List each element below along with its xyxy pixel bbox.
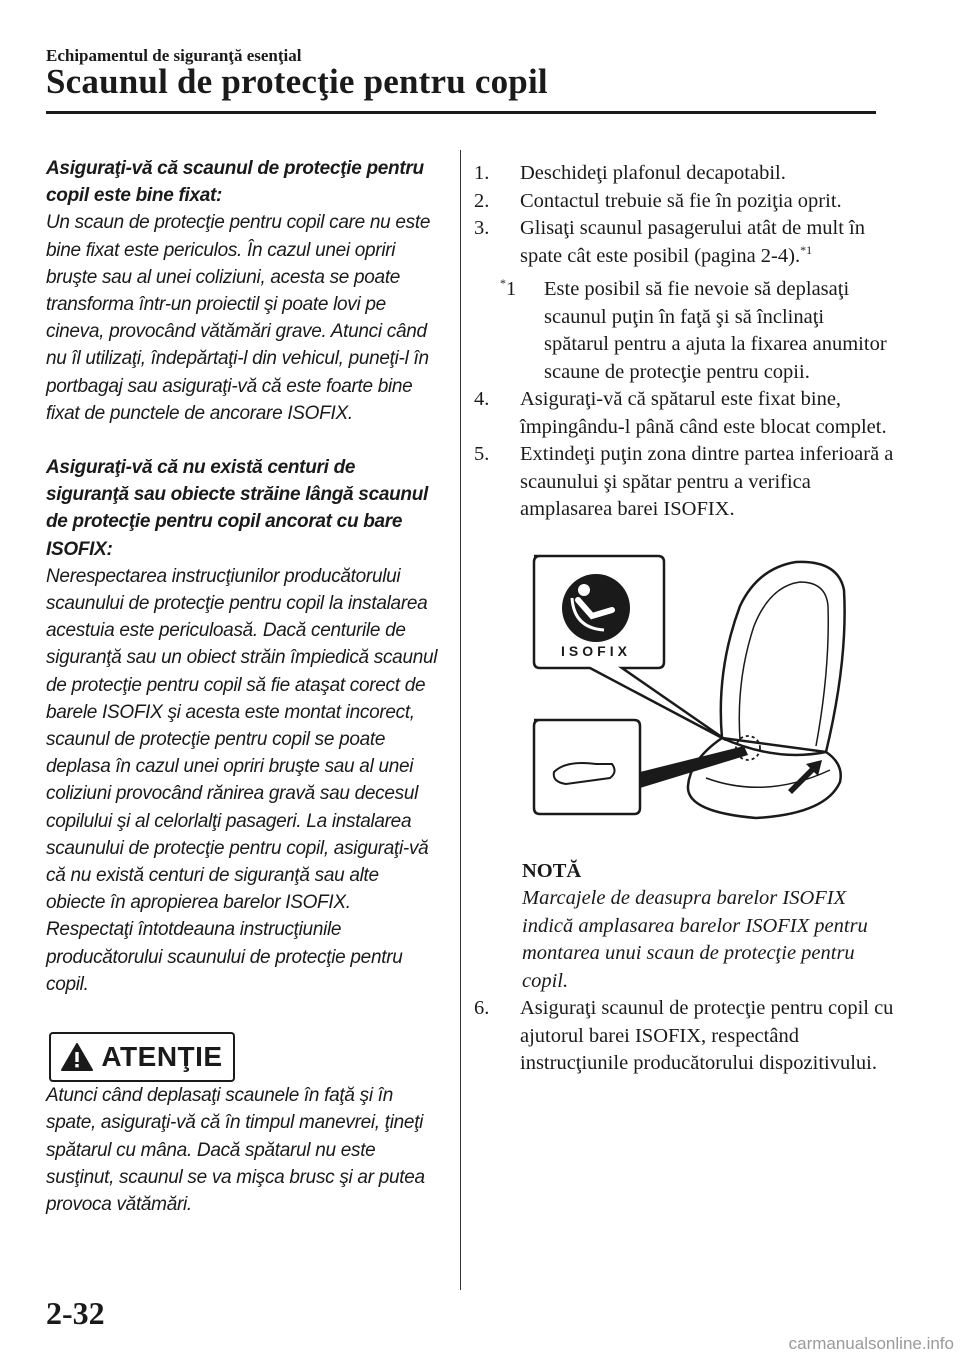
section-label: Echipamentul de siguranţă esenţial — [46, 46, 302, 65]
watermark: carmanualsonline.info — [788, 1334, 954, 1353]
step-6: 6. Asiguraţi scaunul de protecţie pentru copil cu ajutorul barei ISOFIX, respectând instrucţiunile producătorului dispozitivului. — [474, 997, 894, 1074]
caution-body: Atunci când deplasaţi scaunele în faţă şi în spate, asiguraţi-vă că în timpul manevrei, ţineţi spătarul cu mâna. Dacă spătarul nu este susţinut, scaunul se va mişca brusc şi ar putea provoca vătămări. — [46, 1085, 425, 1215]
callout-lower — [534, 720, 640, 814]
page-number: 2-32 — [46, 1295, 105, 1331]
note-block — [522, 858, 894, 996]
arrow-icon — [788, 760, 822, 794]
step-2: 2. Contactul trebuie să fie în poziţia oprit. — [474, 189, 842, 212]
warning-1-title: Asiguraţi-vă că scaunul de protecţie pentru copil este bine fixat: — [46, 158, 424, 207]
step-4: 4. Asiguraţi-vă că spătarul este fixat bine, împingându-l până când este blocat complet. — [474, 388, 887, 438]
column-divider — [460, 150, 461, 1290]
page-title: Scaunul de protecţie pentru copil — [46, 62, 548, 101]
warning-1-body: Un scaun de protecţie pentru copil care nu este bine fixat este periculos. În cazul unei opriri bruşte sau al unei coliziuni, acesta se poate transforma într-un proiectil şi poate lovi pe cineva, provocând vătămări grave. Atunci când nu îl utilizaţi, îndepărtaţi-l din vehicul, puneţi-l în portbagaj sau asiguraţi-vă că este foarte bine fixat de punctele de ancorare ISOFIX. — [46, 212, 431, 424]
header-divider — [46, 111, 876, 114]
warning-triangle-icon — [61, 1043, 93, 1071]
warning-2-body: Nerespectarea instrucţiunilor producătorului scaunului de protecţie pentru copil la instalarea acestuia este periculoasă. Dacă centurile de siguranţă sau un obiect străin împiedică scaunul de protecţie pentru copil să fie ataşat corect de barele ISOFIX şi acesta este montat incorect, scaunul de protecţie pentru copil se poate deplasa în cazul unei opriri bruşte sau al unei coliziuni provocând rănirea gravă sau decesul copilului şi al celorlalţi pasageri. La instalarea scaunului de protecţie pentru copil, asiguraţi-vă că nu există centuri de siguranţă sau alte obiecte în apropierea barelor ISOFIX. Respectaţi întotdeauna instrucţiunile producătorului scaunului de protecţie pentru copil. — [46, 565, 438, 995]
footnote: *1 Este posibil să fie nevoie să deplasaţi scaunul puţin în faţă şi să înclinaţi spătarul pentru a ajuta la fixarea anumitor scaune de protecţie pentru copii. — [500, 276, 887, 383]
isofix-symbol-icon — [561, 574, 631, 659]
step-1: 1. Deschideţi plafonul decapotabil. — [474, 162, 786, 184]
step-3: 3. Glisaţi scaunul pasagerului atât de mult în spate cât este posibil (pagina 2-4).$^{*1}$ — [474, 217, 865, 267]
caution-box — [49, 1032, 235, 1082]
isofix-seat-illustration — [526, 550, 856, 840]
isofix-icon-label: ISOFIX — [561, 642, 631, 659]
footnote-ref: *1 — [800, 242, 813, 257]
left-column — [46, 155, 441, 1218]
warning-2-title: Asiguraţi-vă că nu există centuri de siguranţă sau obiecte străine lângă scaunul de protecţie pentru copil ancorat cu bare ISOFIX: — [46, 457, 428, 560]
note-title: NOTĂ — [522, 859, 582, 882]
step-5: 5. Extindeţi puţin zona dintre partea inferioară a scaunului şi spătar pentru a verifica amplasarea barei ISOFIX. — [474, 443, 894, 520]
caution-label: ATENŢIE — [101, 1041, 223, 1073]
right-column — [474, 160, 894, 1078]
note-body: Marcajele de deasupra barelor ISOFIX indică amplasarea barelor ISOFIX pentru montarea unui scaun de protecţie pentru copil. — [522, 887, 868, 992]
